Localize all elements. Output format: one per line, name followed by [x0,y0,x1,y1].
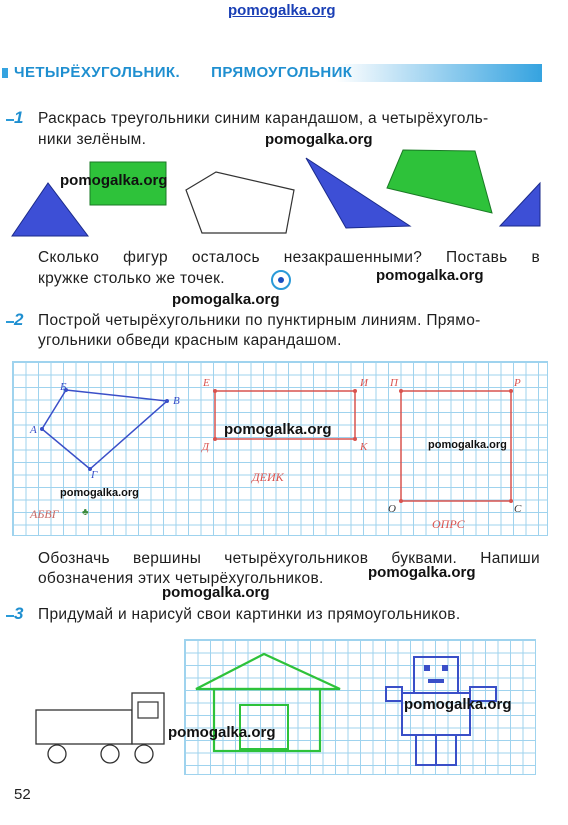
quad-abvg[interactable] [42,390,167,469]
triangle-left[interactable] [12,183,88,236]
page-title [14,64,352,81]
vertex-label: Б [60,381,67,393]
watermark: pomogalka.org [60,487,139,499]
fig2-caption: ДЕИК [252,470,284,484]
fig1-caption: АБВГ [30,507,59,521]
vertex-label: Г [91,469,98,481]
truck-drawing [30,688,170,768]
top-watermark: pomogalka.org [228,2,336,19]
task3-line1: Придумай и нарисуй свои картинки из прямоугольников. [38,606,461,623]
vertex-label: Д [202,441,209,453]
watermark: pomogalka.org [404,696,512,713]
vertex-label: С [514,503,522,515]
watermark: pomogalka.org [265,131,373,148]
watermark: pomogalka.org [162,584,270,601]
vertex-label: В [173,395,180,407]
watermark: pomogalka.org [224,421,332,438]
fig3-caption: ОПРС [432,517,465,531]
green-trapezoid[interactable] [387,150,492,213]
task1-number: 1 [14,108,24,127]
title-part2: ПРЯМОУГОЛЬНИК [211,64,353,81]
vertex-label: О [388,503,396,515]
triangle-right[interactable] [500,183,540,226]
task2-line1: Построй четырёхугольники по пунктирным линиям. Прямо- [38,312,481,329]
task2-line2: угольники обведи красным карандашом. [38,332,342,349]
task1-line2: ники зелёным. [38,131,147,148]
vertex-label: Е [203,377,210,389]
task-marker [6,119,14,121]
page-number: 52 [14,786,31,803]
task3-number: 3 [14,604,24,623]
vertex-label: П [390,377,398,389]
answer-circle[interactable] [271,270,291,290]
task2-followup-line1: Обозначь вершины четырёхугольников буквами. Напиши [38,550,540,567]
vertex-label: К [360,441,368,453]
fig1-caption-mark: ♣ [82,507,89,518]
house-body[interactable] [214,689,320,751]
watermark: pomogalka.org [368,564,476,581]
task-marker [6,321,14,323]
heading-bullet [2,68,8,78]
task2-followup-line2: обозначения этих четырёхугольников. [38,570,324,587]
task1-line1: Раскрась треугольники синим карандашом, а четырёхуголь- [38,110,489,127]
watermark: pomogalka.org [376,267,484,284]
vertex-label: А [30,424,37,436]
house-roof[interactable] [196,654,340,689]
watermark: pomogalka.org [60,172,168,189]
triangle-middle[interactable] [306,158,410,228]
vertex-label: И [360,377,368,389]
watermark: pomogalka.org [172,291,280,308]
task1-shapes [0,140,568,240]
robot-head[interactable] [414,657,458,693]
task2-number: 2 [14,310,24,329]
answer-dot [278,277,284,283]
watermark: pomogalka.org [168,724,276,741]
task1-question-line2: кружке столько же точек. [38,270,225,287]
title-part1: ЧЕТЫРЁХУГОЛЬНИК. [14,64,181,81]
robot-arm-left[interactable] [386,687,402,701]
pentagon-white[interactable] [186,172,294,233]
watermark: pomogalka.org [428,439,507,451]
task-marker [6,615,14,617]
task1-question-line1: Сколько фигур осталось незакрашенными? Поставь в [38,249,540,266]
vertex-label: Р [514,377,521,389]
